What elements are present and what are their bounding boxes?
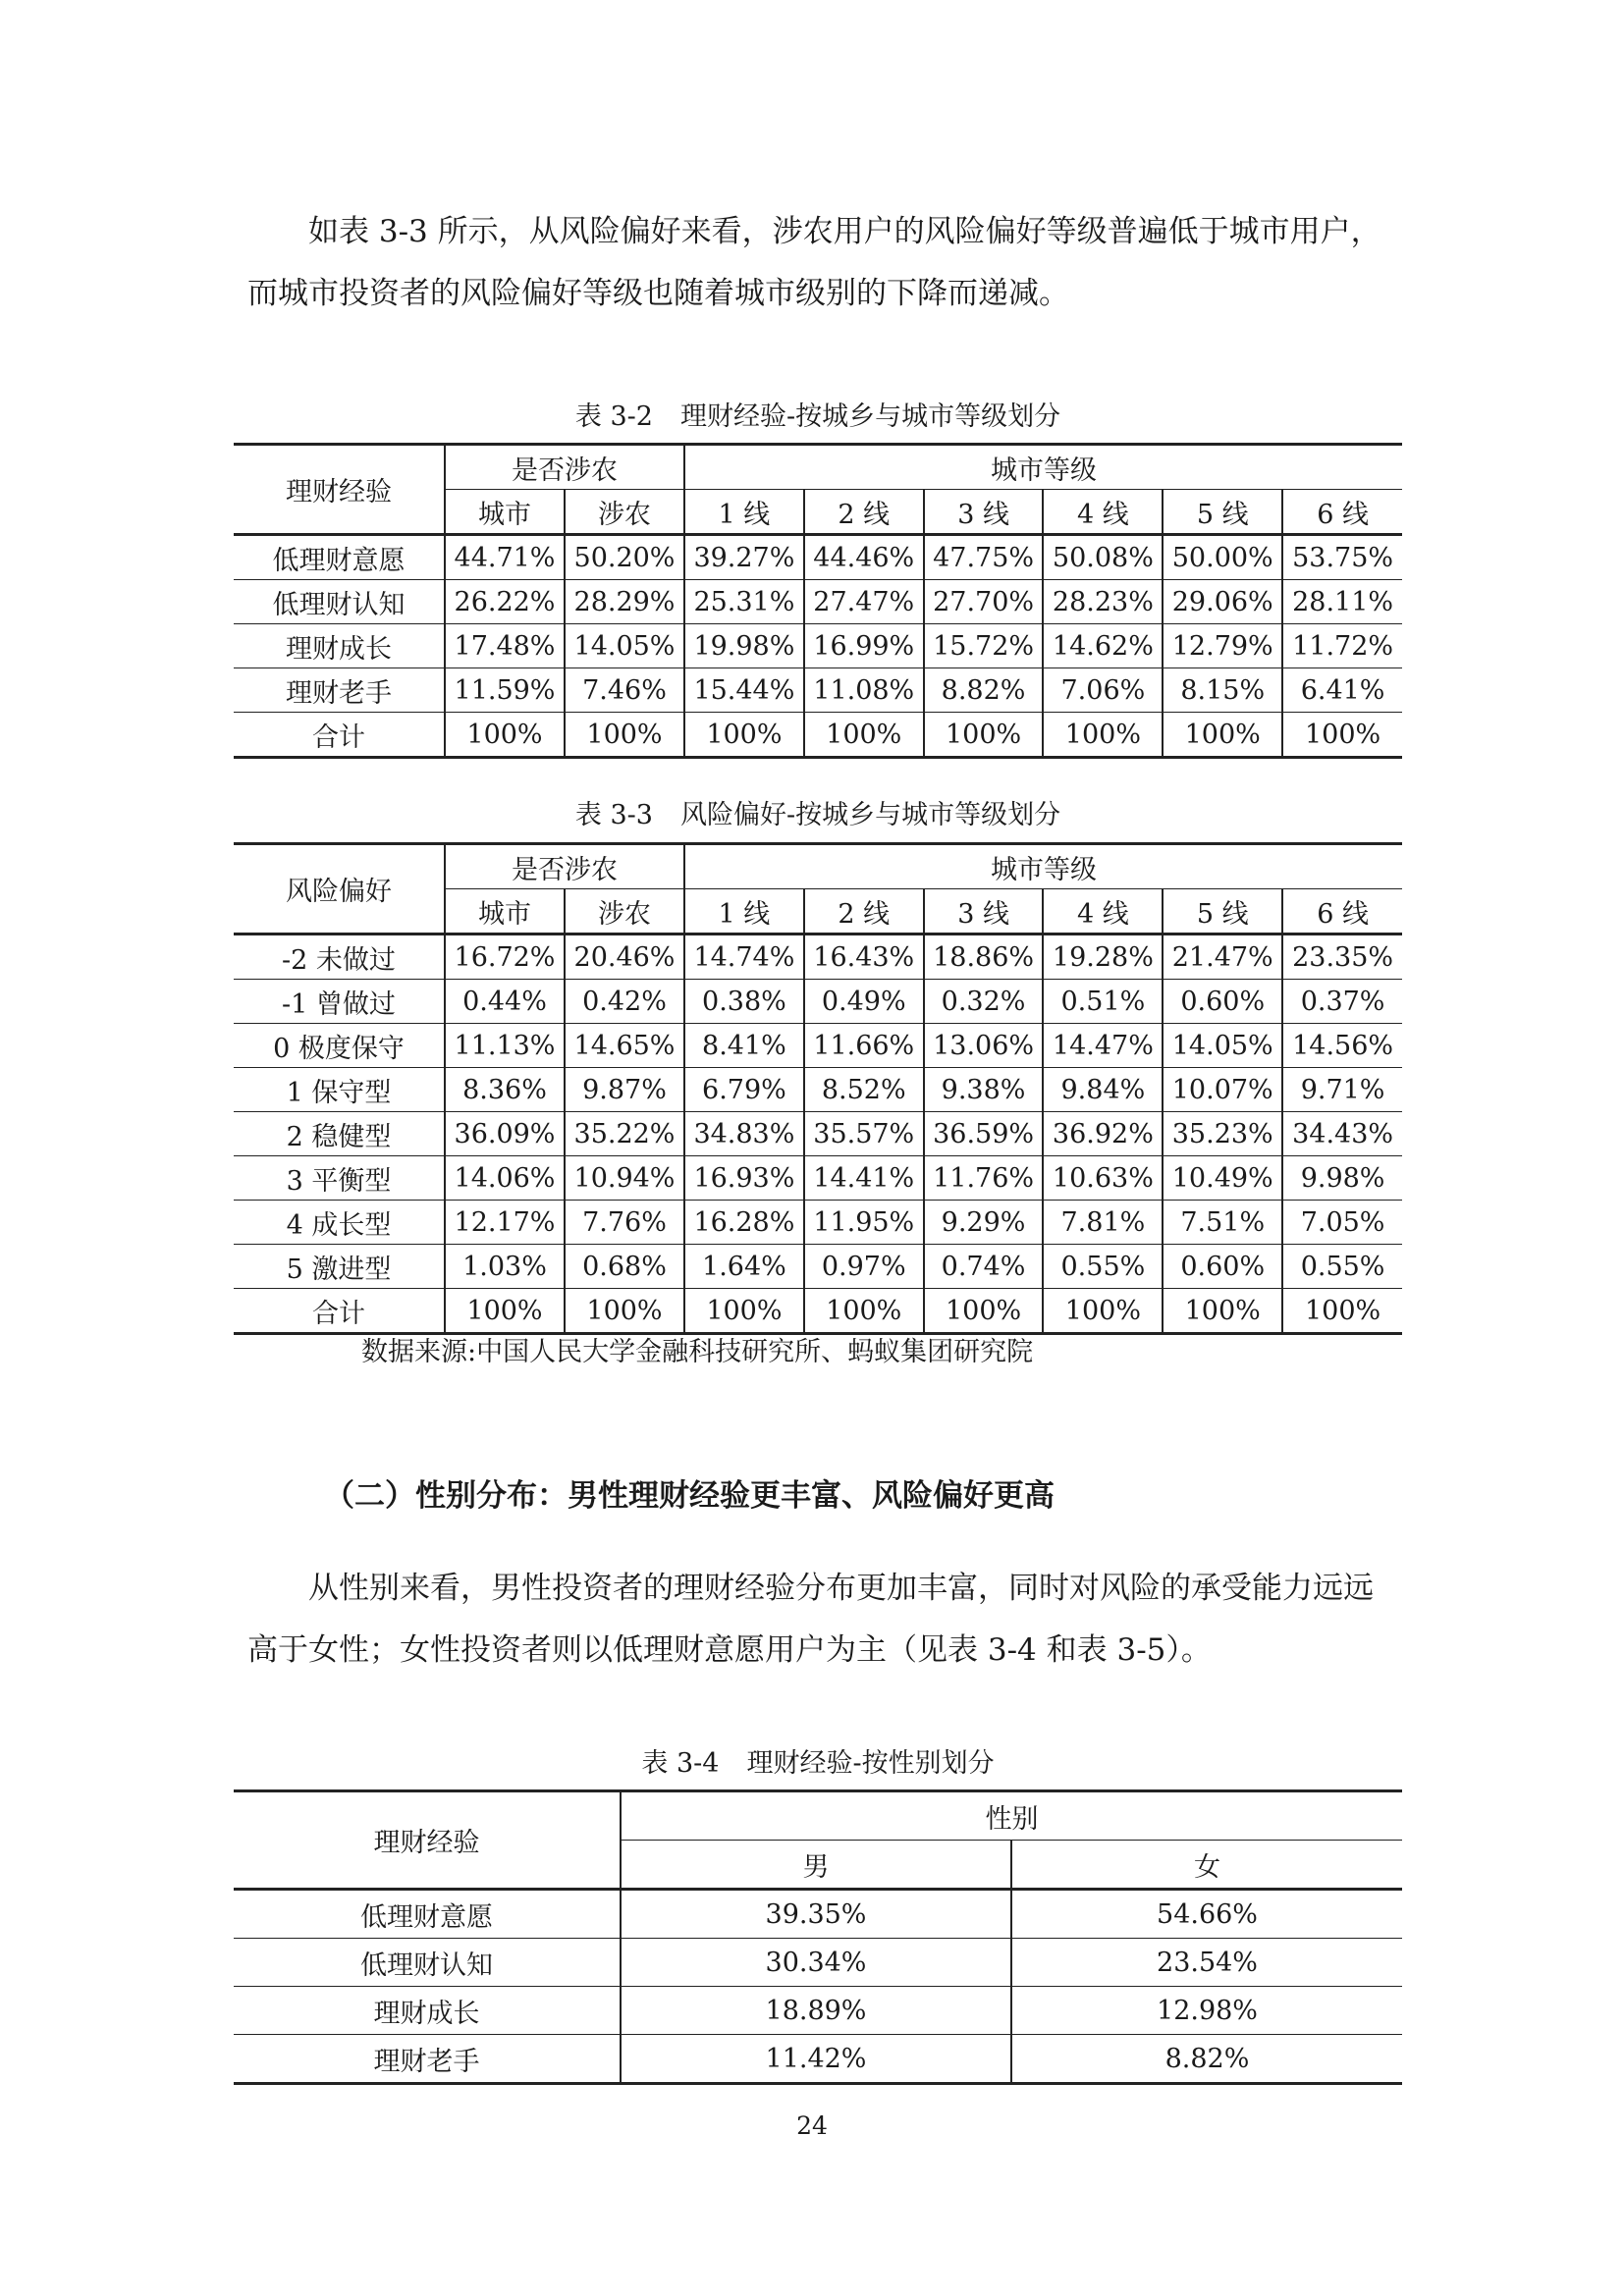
table-cell: 100% bbox=[565, 713, 684, 758]
group-header-rural: 是否涉农 bbox=[445, 844, 684, 889]
column-header: 5 线 bbox=[1163, 490, 1282, 535]
table-cell: 7.05% bbox=[1282, 1201, 1402, 1245]
table-title: 风险偏好-按城乡与城市等级划分 bbox=[679, 800, 1061, 830]
column-header: 4 线 bbox=[1043, 490, 1163, 535]
table-cell: 11.72% bbox=[1282, 624, 1402, 668]
table-cell: 28.11% bbox=[1282, 580, 1402, 624]
column-header: 涉农 bbox=[565, 889, 684, 934]
table-row bbox=[234, 1024, 1402, 1068]
table-cell: 19.28% bbox=[1043, 934, 1163, 980]
table-cell: 8.41% bbox=[684, 1024, 804, 1068]
table-cell: 10.63% bbox=[1043, 1156, 1163, 1201]
table-cell: 0.74% bbox=[924, 1245, 1044, 1289]
table-cell: 11.66% bbox=[804, 1024, 924, 1068]
table-cell: 14.62% bbox=[1043, 624, 1163, 668]
table-cell: 100% bbox=[1043, 1289, 1163, 1334]
table-cell: 0.97% bbox=[804, 1245, 924, 1289]
table-cell: 0.68% bbox=[565, 1245, 684, 1289]
table-cell: 36.59% bbox=[924, 1112, 1044, 1156]
table-cell: 100% bbox=[1043, 713, 1163, 758]
column-header: 2 线 bbox=[804, 490, 924, 535]
table-cell: 7.76% bbox=[565, 1201, 684, 1245]
table-cell: 10.49% bbox=[1163, 1156, 1282, 1201]
table-row bbox=[234, 1201, 1402, 1245]
table-cell: 28.23% bbox=[1043, 580, 1163, 624]
row-label: 1 保守型 bbox=[234, 1068, 445, 1112]
table-3-4-caption bbox=[234, 1746, 1402, 1782]
row-label: 合计 bbox=[234, 713, 445, 758]
table-cell: 47.75% bbox=[924, 535, 1044, 580]
column-header: 1 线 bbox=[684, 889, 804, 934]
table-cell: 0.44% bbox=[445, 980, 565, 1024]
table-cell: 16.43% bbox=[804, 934, 924, 980]
table-cell: 9.98% bbox=[1282, 1156, 1402, 1201]
table-cell: 9.84% bbox=[1043, 1068, 1163, 1112]
table-cell: 34.83% bbox=[684, 1112, 804, 1156]
table-cell: 15.44% bbox=[684, 668, 804, 713]
table-cell: 35.23% bbox=[1163, 1112, 1282, 1156]
table-cell: 35.22% bbox=[565, 1112, 684, 1156]
table-3-2-caption bbox=[234, 400, 1402, 435]
table-cell: 0.38% bbox=[684, 980, 804, 1024]
intro-paragraph: 如表 3-3 所示，从风险偏好来看，涉农用户的风险偏好等级普遍低于城市用户，而城市投资者的风险偏好等级也随着城市级别的下降而递减。 bbox=[247, 214, 1381, 311]
table-cell: 36.09% bbox=[445, 1112, 565, 1156]
row-label: 低理财认知 bbox=[234, 1939, 621, 1987]
table-cell: 28.29% bbox=[565, 580, 684, 624]
column-header: 城市 bbox=[445, 889, 565, 934]
table-row bbox=[234, 2035, 1402, 2084]
gender-paragraph: 从性别来看，男性投资者的理财经验分布更加丰富，同时对风险的承受能力远远高于女性；女性投资者则以低理财意愿用户为主（见表 3-4 和表 3-5）。 bbox=[247, 1571, 1374, 1668]
table-title: 理财经验-按城乡与城市等级划分 bbox=[679, 401, 1061, 432]
table-cell: 44.71% bbox=[445, 535, 565, 580]
table-cell: 8.82% bbox=[1011, 2035, 1402, 2084]
column-header: 5 线 bbox=[1163, 889, 1282, 934]
table-cell: 50.08% bbox=[1043, 535, 1163, 580]
row-label: -2 未做过 bbox=[234, 934, 445, 980]
table-cell: 34.43% bbox=[1282, 1112, 1402, 1156]
table-row bbox=[234, 535, 1402, 580]
table-cell: 1.64% bbox=[684, 1245, 804, 1289]
table-cell: 7.46% bbox=[565, 668, 684, 713]
corner-header: 理财经验 bbox=[234, 1791, 621, 1890]
section-heading: （二）性别分布：男性理财经验更丰富、风险偏好更高 bbox=[324, 1478, 1055, 1514]
table-row bbox=[234, 580, 1402, 624]
table-cell: 1.03% bbox=[445, 1245, 565, 1289]
group-header-gender: 性别 bbox=[621, 1791, 1402, 1841]
column-header: 涉农 bbox=[565, 490, 684, 535]
table-cell: 39.35% bbox=[621, 1890, 1011, 1939]
table-cell: 11.13% bbox=[445, 1024, 565, 1068]
table-cell: 9.29% bbox=[924, 1201, 1044, 1245]
table-cell: 100% bbox=[924, 1289, 1044, 1334]
table-cell: 8.52% bbox=[804, 1068, 924, 1112]
table-cell: 30.34% bbox=[621, 1939, 1011, 1987]
table-cell: 13.06% bbox=[924, 1024, 1044, 1068]
table-cell: 14.47% bbox=[1043, 1024, 1163, 1068]
row-label: 理财老手 bbox=[234, 2035, 621, 2084]
group-header-city-tier: 城市等级 bbox=[684, 844, 1402, 889]
table-cell: 35.57% bbox=[804, 1112, 924, 1156]
table-cell: 14.65% bbox=[565, 1024, 684, 1068]
corner-header: 风险偏好 bbox=[234, 844, 445, 934]
table-cell: 11.59% bbox=[445, 668, 565, 713]
table-row bbox=[234, 980, 1402, 1024]
table-row bbox=[234, 1068, 1402, 1112]
column-header: 男 bbox=[621, 1841, 1011, 1890]
table-cell: 18.89% bbox=[621, 1987, 1011, 2035]
table-cell: 100% bbox=[924, 713, 1044, 758]
column-header: 6 线 bbox=[1282, 889, 1402, 934]
table-3-4 bbox=[234, 1789, 1402, 2085]
table-cell: 15.72% bbox=[924, 624, 1044, 668]
row-label: 2 稳健型 bbox=[234, 1112, 445, 1156]
table-cell: 25.31% bbox=[684, 580, 804, 624]
table-cell: 100% bbox=[445, 1289, 565, 1334]
table-cell: 100% bbox=[1163, 1289, 1282, 1334]
table-cell: 100% bbox=[565, 1289, 684, 1334]
table-cell: 6.41% bbox=[1282, 668, 1402, 713]
table-row bbox=[234, 1987, 1402, 2035]
table-row bbox=[234, 624, 1402, 668]
table-cell: 23.35% bbox=[1282, 934, 1402, 980]
table-cell: 7.51% bbox=[1163, 1201, 1282, 1245]
table-title: 理财经验-按性别划分 bbox=[746, 1748, 995, 1779]
table-cell: 16.99% bbox=[804, 624, 924, 668]
column-header: 6 线 bbox=[1282, 490, 1402, 535]
table-number: 表 3-4 bbox=[641, 1748, 720, 1779]
table-cell: 8.15% bbox=[1163, 668, 1282, 713]
column-header: 4 线 bbox=[1043, 889, 1163, 934]
row-label: 3 平衡型 bbox=[234, 1156, 445, 1201]
column-header: 城市 bbox=[445, 490, 565, 535]
table-cell: 100% bbox=[684, 713, 804, 758]
table-row bbox=[234, 713, 1402, 758]
table-cell: 7.06% bbox=[1043, 668, 1163, 713]
table-row bbox=[234, 1890, 1402, 1939]
corner-header: 理财经验 bbox=[234, 445, 445, 535]
table-cell: 100% bbox=[445, 713, 565, 758]
table-cell: 100% bbox=[1282, 1289, 1402, 1334]
table-cell: 100% bbox=[804, 1289, 924, 1334]
table-row bbox=[234, 1245, 1402, 1289]
table-cell: 9.71% bbox=[1282, 1068, 1402, 1112]
row-label: 低理财意愿 bbox=[234, 535, 445, 580]
table-cell: 50.20% bbox=[565, 535, 684, 580]
table-cell: 0.42% bbox=[565, 980, 684, 1024]
table-cell: 16.72% bbox=[445, 934, 565, 980]
table-cell: 26.22% bbox=[445, 580, 565, 624]
table-row bbox=[234, 1289, 1402, 1334]
table-cell: 100% bbox=[804, 713, 924, 758]
table-cell: 16.93% bbox=[684, 1156, 804, 1201]
table-cell: 11.76% bbox=[924, 1156, 1044, 1201]
table-cell: 12.17% bbox=[445, 1201, 565, 1245]
table-cell: 17.48% bbox=[445, 624, 565, 668]
table-cell: 11.42% bbox=[621, 2035, 1011, 2084]
table-cell: 54.66% bbox=[1011, 1890, 1402, 1939]
table-cell: 53.75% bbox=[1282, 535, 1402, 580]
table-3-3-caption bbox=[234, 798, 1402, 833]
row-label: 理财老手 bbox=[234, 668, 445, 713]
column-header: 女 bbox=[1011, 1841, 1402, 1890]
table-row bbox=[234, 1112, 1402, 1156]
table-cell: 0.55% bbox=[1043, 1245, 1163, 1289]
table-cell: 50.00% bbox=[1163, 535, 1282, 580]
table-cell: 14.06% bbox=[445, 1156, 565, 1201]
table-cell: 100% bbox=[1282, 713, 1402, 758]
group-header-rural: 是否涉农 bbox=[445, 445, 684, 490]
table-cell: 0.32% bbox=[924, 980, 1044, 1024]
table-number: 表 3-2 bbox=[574, 401, 653, 432]
table-cell: 14.05% bbox=[1163, 1024, 1282, 1068]
table-cell: 27.47% bbox=[804, 580, 924, 624]
row-label: 低理财认知 bbox=[234, 580, 445, 624]
table-row bbox=[234, 1939, 1402, 1987]
row-label: 理财成长 bbox=[234, 1987, 621, 2035]
table-cell: 44.46% bbox=[804, 535, 924, 580]
table-cell: 7.81% bbox=[1043, 1201, 1163, 1245]
table-cell: 9.87% bbox=[565, 1068, 684, 1112]
table-3-3 bbox=[234, 842, 1402, 1335]
table-cell: 27.70% bbox=[924, 580, 1044, 624]
table-cell: 12.79% bbox=[1163, 624, 1282, 668]
table-cell: 100% bbox=[1163, 713, 1282, 758]
table-cell: 0.37% bbox=[1282, 980, 1402, 1024]
table-row bbox=[234, 934, 1402, 980]
group-header-city-tier: 城市等级 bbox=[684, 445, 1402, 490]
table-cell: 18.86% bbox=[924, 934, 1044, 980]
table-cell: 100% bbox=[684, 1289, 804, 1334]
column-header: 3 线 bbox=[924, 889, 1044, 934]
table-row bbox=[234, 1156, 1402, 1201]
table-cell: 14.05% bbox=[565, 624, 684, 668]
table-cell: 0.49% bbox=[804, 980, 924, 1024]
table-cell: 14.41% bbox=[804, 1156, 924, 1201]
page-number: 24 bbox=[796, 2111, 828, 2140]
table-cell: 0.60% bbox=[1163, 1245, 1282, 1289]
table-cell: 10.07% bbox=[1163, 1068, 1282, 1112]
row-label: -1 曾做过 bbox=[234, 980, 445, 1024]
table-cell: 20.46% bbox=[565, 934, 684, 980]
table-cell: 8.36% bbox=[445, 1068, 565, 1112]
table-cell: 19.98% bbox=[684, 624, 804, 668]
table-cell: 29.06% bbox=[1163, 580, 1282, 624]
row-label: 5 激进型 bbox=[234, 1245, 445, 1289]
table-cell: 8.82% bbox=[924, 668, 1044, 713]
row-label: 理财成长 bbox=[234, 624, 445, 668]
table-cell: 14.56% bbox=[1282, 1024, 1402, 1068]
table-cell: 23.54% bbox=[1011, 1939, 1402, 1987]
table-cell: 39.27% bbox=[684, 535, 804, 580]
table-cell: 0.55% bbox=[1282, 1245, 1402, 1289]
table-cell: 21.47% bbox=[1163, 934, 1282, 980]
table-cell: 12.98% bbox=[1011, 1987, 1402, 2035]
column-header: 3 线 bbox=[924, 490, 1044, 535]
table-cell: 0.60% bbox=[1163, 980, 1282, 1024]
table-cell: 0.51% bbox=[1043, 980, 1163, 1024]
table-row bbox=[234, 668, 1402, 713]
table-cell: 16.28% bbox=[684, 1201, 804, 1245]
table-3-2 bbox=[234, 443, 1402, 759]
row-label: 4 成长型 bbox=[234, 1201, 445, 1245]
table-cell: 10.94% bbox=[565, 1156, 684, 1201]
table-cell: 36.92% bbox=[1043, 1112, 1163, 1156]
table-cell: 6.79% bbox=[684, 1068, 804, 1112]
column-header: 2 线 bbox=[804, 889, 924, 934]
column-header: 1 线 bbox=[684, 490, 804, 535]
data-source-note: 数据来源:中国人民大学金融科技研究所、蚂蚁集团研究院 bbox=[361, 1337, 1034, 1367]
table-cell: 9.38% bbox=[924, 1068, 1044, 1112]
table-cell: 11.08% bbox=[804, 668, 924, 713]
row-label: 0 极度保守 bbox=[234, 1024, 445, 1068]
table-number: 表 3-3 bbox=[574, 800, 653, 830]
row-label: 低理财意愿 bbox=[234, 1890, 621, 1939]
row-label: 合计 bbox=[234, 1289, 445, 1334]
table-cell: 11.95% bbox=[804, 1201, 924, 1245]
table-cell: 14.74% bbox=[684, 934, 804, 980]
